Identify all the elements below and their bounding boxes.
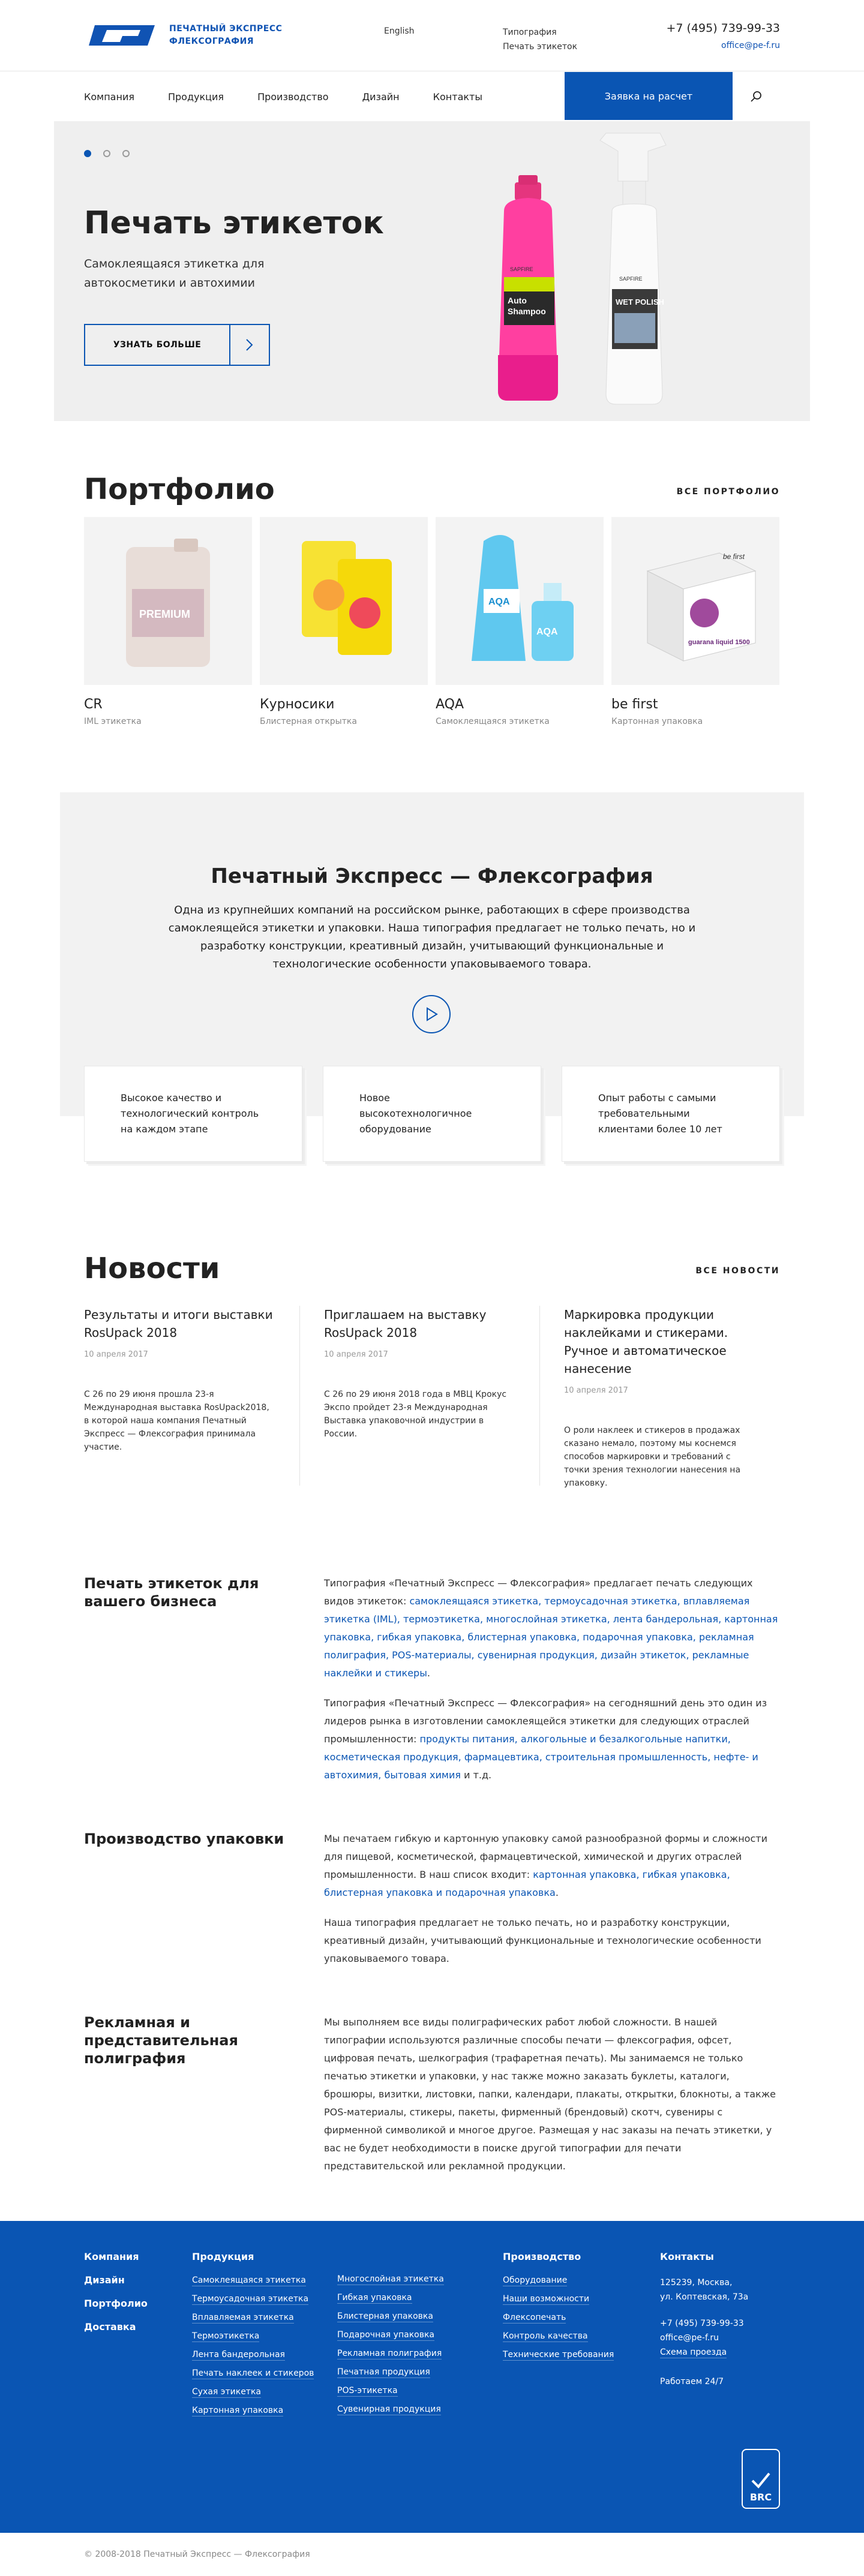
seo-block-labels [84,1574,780,1796]
footer-production [503,2251,614,2368]
footer-address-line: ул. Коптевская, 73а [660,2292,749,2302]
footer-production-title[interactable]: Производство [503,2251,581,2262]
portfolio-item-name: AQA [436,697,464,712]
portfolio-item-aqa[interactable] [436,517,604,726]
footer-production-link[interactable]: Флексопечать [503,2313,566,2322]
portfolio-title: Портфолио [84,473,275,506]
news-item-title[interactable]: Маркировка продукции наклейками и стикерами. Ручное и автоматическое нанесение [564,1307,728,1376]
footer-production-link[interactable]: Контроль качества [503,2331,588,2341]
about-title: Печатный Экспресс — Флексография [211,864,653,888]
slider-dots [84,150,142,157]
learn-more-button[interactable] [84,324,270,366]
logo-icon [89,22,167,49]
footer-production-link[interactable]: Наши возможности [503,2294,590,2304]
bottle-label-2: Shampoo [508,306,546,316]
footer-product-link[interactable]: POS-этикетка [337,2386,398,2395]
seo-block-title: Производство упаковки [84,1830,284,1847]
news-item-title[interactable]: Приглашаем на выставку RosUpack 2018 [324,1307,487,1340]
nav-contacts[interactable]: Контакты [433,91,482,103]
footer-product-link[interactable]: Сухая этикетка [192,2387,261,2397]
portfolio-item-kurnosiki[interactable] [260,517,428,726]
logo[interactable] [89,22,282,49]
nav-design[interactable]: Дизайн [362,91,400,103]
news-item-title[interactable]: Результаты и итоги выставки RosUpack 2018 [84,1307,273,1340]
portfolio-item-name: be first [611,697,658,712]
bottle-brand-1: SAPFIRE [510,266,533,272]
industry-links[interactable]: продукты питания, алкогольные и безалкогольные напитки, косметическая продукция, фармацевтика, строительная промышленность, нефте- и автохимия, бытовая химия [324,1733,758,1781]
news-item-date: 10 апреля 2017 [564,1386,628,1395]
news-item [84,1306,300,1486]
seo-paragraph: Мы выполняем все виды полиграфических работ любой сложности. В нашей типографии используются различные способы печати — флексография, офсет, цифровая печать, шелкография (трафаретная печать). Мы занимаемся не только печатью этикетки и упаковки, у нас также можно заказать буклеты, каталоги, брошюры, визитки, листовки, папки, календари, плакаты, открытки, блокноты, а также POS-материалы, стикеры, пакеты, фирменный (брендовый) скотч, сувениры с фирменной символикой и многое другое. Размещая у нас заказы на печать этикетки, у вас не будет необходимости в поиске другой типографии для печати представительской или рекламной продукции. [324,2016,776,2172]
bottle-label-1: Auto [508,296,527,305]
portfolio-item-befirst[interactable] [611,517,779,726]
header-phone[interactable]: +7 (495) 739-99-33 [666,22,780,35]
features-row [84,1066,780,1162]
nav-products[interactable]: Продукция [167,91,224,103]
seo-section [0,1574,864,2187]
footer-product-link[interactable]: Термоэтикетка [192,2331,260,2341]
news-section [0,1252,864,1486]
portfolio-item-name: Курносики [260,697,335,712]
bottle-brand-2: SAPFIRE [619,276,643,282]
top-link-labels[interactable]: Печать этикеток [503,42,578,52]
footer-product-link[interactable]: Подарочная упаковка [337,2330,435,2340]
feature-card-equipment: Новое высокотехнологичное оборудование [323,1066,541,1162]
footer-product-link[interactable]: Термоусадочная этикетка [192,2294,309,2304]
order-button[interactable]: Заявка на расчет [565,72,733,120]
footer-production-link[interactable]: Оборудование [503,2276,568,2285]
seo-block-packaging [84,1830,780,1980]
news-item [564,1306,780,1486]
header-email[interactable]: office@pe-f.ru [721,41,780,50]
footer-link-delivery[interactable]: Доставка [84,2321,136,2332]
portfolio-item-category: Самоклеящаяся этикетка [436,717,550,726]
nav-company[interactable]: Компания [84,91,134,103]
learn-more-label: УЗНАТЬ БОЛЬШЕ [113,340,202,350]
feature-card-experience: Опыт работы с самыми требовательными клиентами более 10 лет [562,1066,780,1162]
footer-products-title[interactable]: Продукция [192,2251,254,2262]
header-contacts [666,22,780,50]
all-news-link[interactable]: ВСЕ НОВОСТИ [695,1266,780,1276]
hero-slider [54,121,810,421]
footer-hours: Работаем 24/7 [660,2377,724,2386]
footer-map-link[interactable]: Схема проезда [660,2347,727,2357]
arrow-right-icon [229,325,269,365]
footer-link-company[interactable]: Компания [84,2251,139,2262]
hero-title: Печать этикеток [84,205,384,241]
portfolio-thumb [611,517,779,685]
slider-dot-1[interactable] [84,150,91,157]
portfolio-item-category: Блистерная открытка [260,717,357,726]
seo-paragraph: Типография «Печатный Экспресс — Флексография» на сегодняшний день это один из лидеров рынка в изготовлении самоклеящейся этикетки для следующих отраслей промышленности: продукты питания, алкогольные и безалкогольные напитки, косметическая продукция, фармацевтика, строительная промышленность, нефте- и автохимия, бытовая химия и т.д. [324,1697,767,1781]
news-item-date: 10 апреля 2017 [84,1350,148,1359]
footer-link-design[interactable]: Дизайн [84,2274,125,2286]
footer-address-line: 125239, Москва, [660,2278,733,2288]
top-link-typography[interactable]: Типография [503,28,557,37]
footer-products [192,2251,314,2424]
portfolio-item-cr[interactable] [84,517,252,726]
cr-label-text: PREMIUM [139,608,190,620]
footer-product-link[interactable]: Многослойная этикетка [337,2274,444,2284]
copyright: © 2008-2018 Печатный Экспресс — Флексография [84,2550,310,2559]
slider-dot-3[interactable] [122,150,130,157]
portfolio-thumb [436,517,604,685]
news-item-text: С 26 по 29 июня 2018 года в МВЦ Крокус Экспо пройдет 23-я Международная Выставка упаковочной индустрии в России. [324,1390,507,1439]
seo-block-title: Печать этикеток для вашего бизнеса [84,1575,259,1610]
portfolio-section [0,473,864,726]
news-item [324,1306,540,1486]
footer-phone[interactable]: +7 (495) 739-99-33 [660,2319,744,2328]
footer-product-link[interactable]: Печать наклеек и стикеров [192,2368,314,2378]
logo-line-1: ПЕЧАТНЫЙ ЭКСПРЕСС [169,24,283,34]
search-icon [750,91,762,103]
brc-certification-badge [742,2449,780,2509]
footer-email[interactable]: office@pe-f.ru [660,2333,719,2343]
footer-contacts [660,2251,748,2389]
aqa-label-2: AQA [536,627,558,637]
play-icon [425,1007,438,1021]
bottle-label-3: WET POLISH [616,297,664,306]
portfolio-item-category: IML этикетка [84,717,142,726]
nav-production[interactable]: Производство [257,91,329,103]
news-item-date: 10 апреля 2017 [324,1350,388,1359]
footer-product-link[interactable]: Рекламная полиграфия [337,2349,442,2358]
footer-products-col2 [337,2274,444,2423]
logo-line-2: ФЛЕКСОГРАФИЯ [169,37,254,46]
footer-product-link[interactable]: Блистерная упаковка [337,2312,433,2321]
play-video-button[interactable] [412,995,451,1033]
brc-label: BRC [749,2491,772,2503]
all-portfolio-link[interactable]: ВСЕ ПОРТФОЛИО [676,487,780,497]
footer-main-links [84,2251,148,2344]
seo-block-printing [84,2013,780,2187]
news-item-text: О роли наклеек и стикеров в продажах сказано немало, поэтому мы коснемся способов маркировки и требований с точки зрения технологии нанесения на упаковку. [564,1426,741,1488]
portfolio-thumb [260,517,428,685]
footer-product-link[interactable]: Сувенирная продукция [337,2404,441,2414]
portfolio-item-name: CR [84,697,103,712]
language-switch[interactable]: English [384,26,415,36]
search-button[interactable] [744,85,768,109]
seo-block-title: Рекламная и представительная полиграфия [84,2014,238,2067]
guarana-label: guarana liquid 1500 [688,639,750,646]
header-top [0,0,864,71]
main-nav [0,71,864,121]
hero-bottles-image [468,127,720,421]
footer-product-link[interactable]: Гибкая упаковка [337,2293,412,2303]
footer-product-link[interactable]: Печатная продукция [337,2367,430,2377]
top-links [503,25,577,54]
footer-contacts-title[interactable]: Контакты [660,2251,714,2262]
news-item-text: С 26 по 29 июня прошла 23-я Международная выставка RosUpack2018, в которой наша компания Печатный Экспресс — Флексография принимала участие. [84,1390,269,1452]
hero-subtitle: Самоклеящаяся этикетка для автокосметики и автохимии [84,257,265,290]
label-types-links[interactable]: самоклеящаяся этикетка, термоусадочная этикетка, вплавляемая этикетка (IML), термоэтикетка, многослойная этикетка, лента бандерольная, картонная упаковка, гибкая упаковка, блистерная упаковка, подарочная упаковка, рекламная полиграфия, POS-материалы, сувенирная продукция, дизайн этикеток, рекламные наклейки и стикеры [324,1595,778,1679]
footer-product-link[interactable]: Самоклеящаяся этикетка [192,2276,306,2285]
footer-product-link[interactable]: Лента бандерольная [192,2350,285,2359]
about-text: Одна из крупнейших компаний на российском рынке, работающих в сфере производства самоклеящейся этикетки и упаковки. Наша типография предлагает не только печать, но и разработку конструкции, креативный дизайн, учитывающий функциональные и технологические особенности упаковываемого товара. [168,904,696,970]
footer-product-link[interactable]: Картонная упаковка [192,2406,284,2415]
portfolio-item-category: Картонная упаковка [611,717,703,726]
seo-paragraph: Наша типография предлагает не только печать, но и разработку конструкции, креативный дизайн, учитывающий функциональные и технологические особенности упаковываемого товара. [324,1917,761,1964]
footer-link-portfolio[interactable]: Портфолио [84,2298,148,2309]
checkmark-icon [750,2471,772,2489]
slider-dot-2[interactable] [103,150,110,157]
aqa-label-1: AQA [488,597,510,607]
footer [0,2221,864,2533]
news-title: Новости [84,1252,220,1285]
feature-card-quality: Высокое качество и технологический контроль на каждом этапе [84,1066,302,1162]
portfolio-thumb [84,517,252,685]
footer-product-link[interactable]: Вплавляемая этикетка [192,2313,294,2322]
seo-paragraph: Типография «Печатный Экспресс — Флексография» предлагает печать следующих видов этикеток: самоклеящаяся этикетка, термоусадочная этикетка, вплавляемая этикетка (IML), термоэтикетка, многослойная этикетка, лента бандерольная, картонная упаковка, гибкая упаковка, блистерная упаковка, подарочная упаковка, рекламная полиграфия, POS-материалы, сувенирная продукция, дизайн этикеток, рекламные наклейки и стикеры. [324,1577,778,1679]
befirst-label: be first [723,552,745,561]
footer-production-link[interactable]: Технические требования [503,2350,614,2359]
packaging-links[interactable]: картонная упаковка, гибкая упаковка, блистерная упаковка и подарочная упаковка [324,1869,730,1898]
seo-paragraph: Мы печатаем гибкую и картонную упаковку самой разнообразной формы и сложности для пищевой, косметической, фармацевтической, химической и других отраслей промышленности. В наш список входит: картонная упаковка, гибкая упаковка, блистерная упаковка и подарочная упаковка. [324,1833,767,1898]
